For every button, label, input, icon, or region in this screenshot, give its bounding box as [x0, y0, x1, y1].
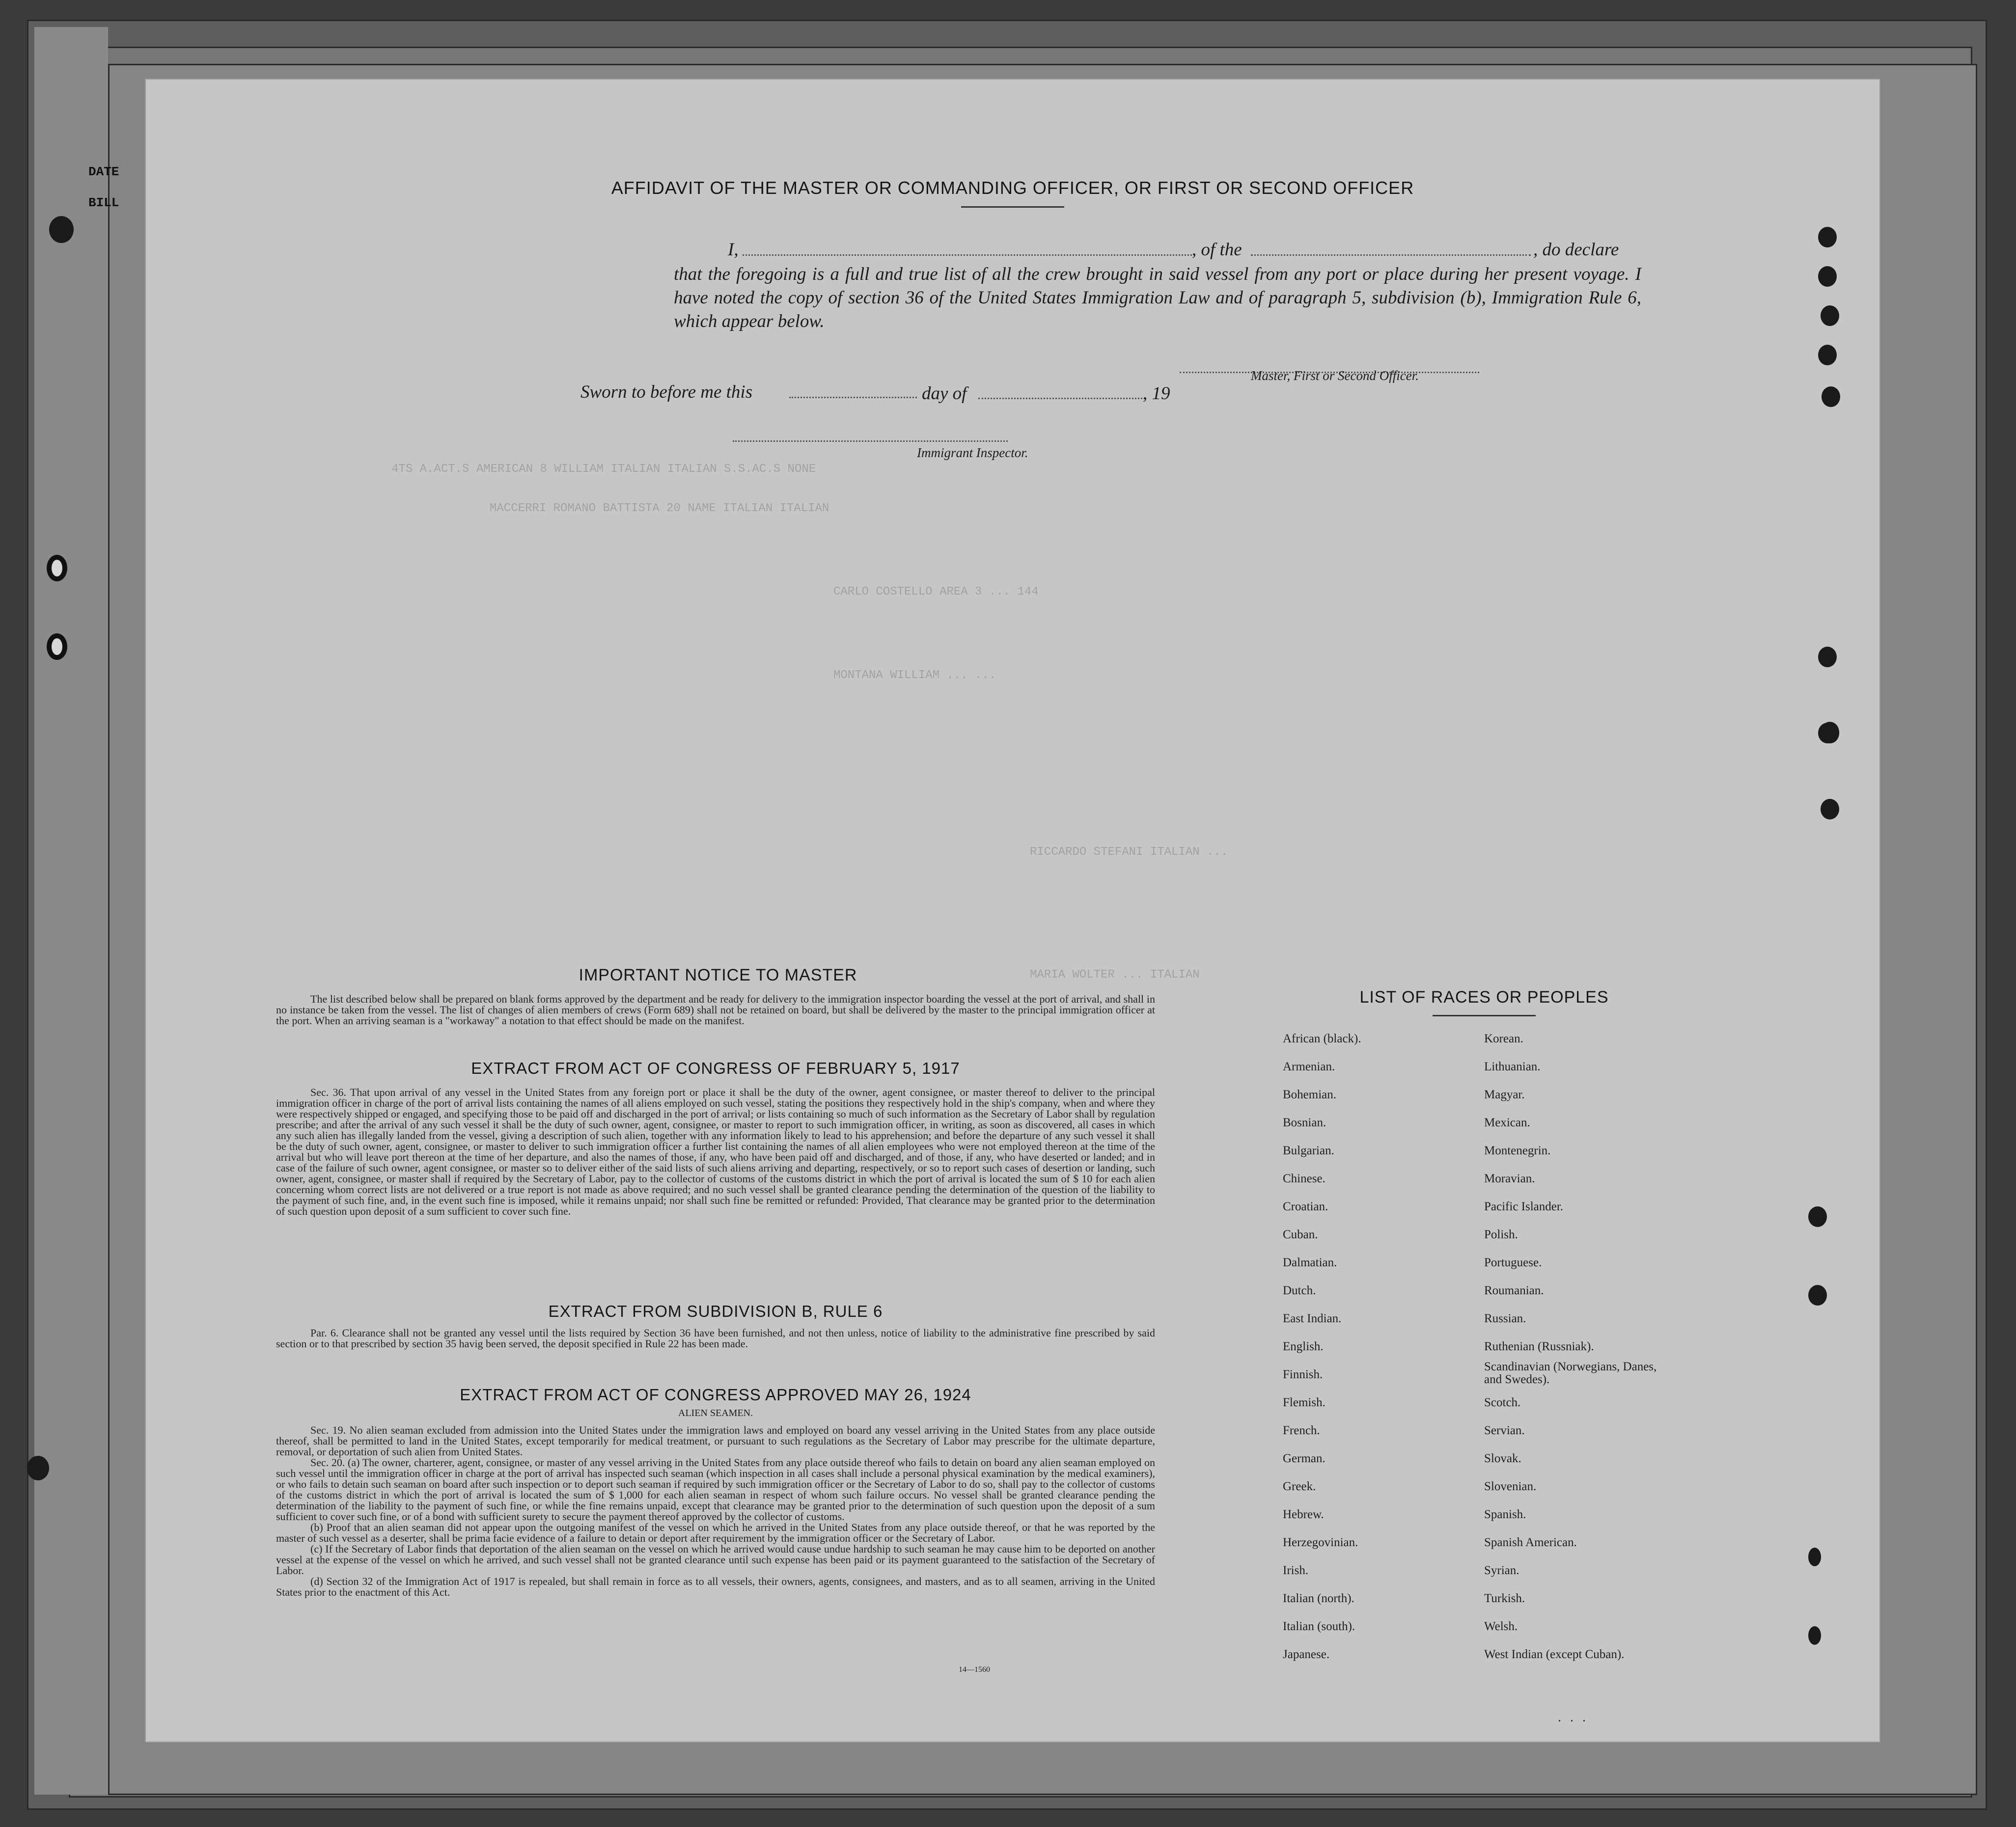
- affidavit-declare-label: , do declare: [1533, 240, 1619, 260]
- race-item: Roumanian.: [1484, 1284, 1544, 1297]
- section-19-paragraph: Sec. 19. No alien seaman excluded from admission into the United States under the immigration laws and employed on board any vessel arriving in the United States from any place outside thereof, shall be permitted to land in the United States, except temporarily for medical treatment, or pursuant to such regulations as the Secretary of Labor may prescribe for the ultimate departure, removal, or deportation of such alien from United States.: [276, 1424, 1155, 1458]
- race-item: Bohemian.: [1283, 1088, 1337, 1101]
- punch-hole: [1818, 345, 1837, 365]
- race-item: Magyar.: [1484, 1088, 1525, 1101]
- punch-hole: [1818, 227, 1837, 247]
- punch-hole: [1822, 386, 1840, 407]
- race-item: African (black).: [1283, 1032, 1361, 1045]
- races-right-column: [1484, 1025, 1661, 1668]
- punch-hole: [27, 1456, 49, 1480]
- divider: [961, 206, 1064, 208]
- affidavit-i-label: I,: [728, 240, 739, 260]
- race-item: Irish.: [1283, 1564, 1309, 1577]
- race-item: Mexican.: [1484, 1116, 1530, 1129]
- rule-6-title: EXTRACT FROM SUBDIVISION B, RULE 6: [548, 1302, 883, 1320]
- inspector-signature-field[interactable]: [733, 431, 1008, 442]
- section-36-paragraph: Sec. 36. That upon arrival of any vessel in the United States from any foreign port or place it shall be the duty of the owner, agent consignee, or master thereof to deliver to the principal immigration officer in charge of the port of arrival lists containing the names of all aliens employed on such vessel, stating the positions they respectively hold in the ship's company, when and where they were respectively shipped or engaged, and specifying those to be paid off and discharged in the port of arrival; or lists containing so much of such information as the Secretary of Labor shall by regulation prescribe; and after the arrival of any such vessel it shall be the duty of such owner, agent, consignee, or master to report to such immigration officer, in writing, as soon as discovered, all cases in which any such alien has illegally landed from the vessel, giving a description of such alien, together with any information likely to lead to his apprehension; and before the departure of any such vessel it shall be the duty of such owner, agent, consignee, or master to deliver to such immigration officer a further list containing the names of all alien employees who were not employed thereon at the time of the arrival but who will leave port thereon at the time of her departure, and also the names of those, if any, who have been paid off and discharged, and of those, if any, who have deserted or landed; and in case of the failure of such owner, agent consignee, or master so to deliver either of the said lists of such aliens arriving and departing, respectively, or so to report such cases of desertion or landing, such owner, agent, consignee, or master shall if required by the Secretary of Labor, pay to the collector of customs of the customs district in which the port of arrival is located the sum of $ 10 for each alien concerning whom correct lists are not delivered or a true report is not made as above required; and no such vessel shall be granted clearance pending the determination of the question of the liability to the payment of such fine, and, in the event such fine is imposed, while it remains unpaid; nor shall such fine be remitted or refunded: Provided, That clearance may be granted prior to the determination of such question upon deposit of a sum sufficient to cover such fine.: [276, 1086, 1155, 1217]
- race-item: Flemish.: [1283, 1396, 1326, 1409]
- punch-hole: [49, 216, 74, 243]
- notice-title: IMPORTANT NOTICE TO MASTER: [579, 966, 857, 984]
- divider: [1433, 1015, 1536, 1016]
- extract-1924-title: EXTRACT FROM ACT OF CONGRESS APPROVED MAY 26, 1924: [460, 1386, 971, 1404]
- race-item: Greek.: [1283, 1480, 1316, 1493]
- race-item: Scandinavian (Norwegians, Danes, and Swedes).: [1484, 1360, 1657, 1386]
- rule-6-body: [276, 1328, 1155, 1349]
- affidavit-title: AFFIDAVIT OF THE MASTER OR COMMANDING OFFICER, OR FIRST OR SECOND OFFICER: [611, 178, 1414, 198]
- vessel-name-field[interactable]: [1251, 242, 1531, 256]
- race-item: West Indian (except Cuban).: [1484, 1648, 1625, 1661]
- race-item: Herzegovinian.: [1283, 1536, 1358, 1549]
- race-item: Chinese.: [1283, 1172, 1326, 1185]
- punch-hole: [1821, 305, 1839, 326]
- strip-label-date: DATE: [88, 164, 119, 179]
- race-item: Cuban.: [1283, 1228, 1318, 1241]
- race-item: Bosnian.: [1283, 1116, 1326, 1129]
- day-of-label: day of: [922, 383, 967, 404]
- punch-hole: [1808, 1626, 1821, 1645]
- race-item: German.: [1283, 1452, 1326, 1465]
- notice-body: [276, 994, 1155, 1026]
- punch-hole: [47, 633, 67, 660]
- race-item: Italian (south).: [1283, 1620, 1355, 1633]
- race-item: East Indian.: [1283, 1312, 1342, 1325]
- master-name-field[interactable]: [743, 242, 1192, 256]
- punch-hole: [1821, 799, 1839, 819]
- race-item: Moravian.: [1484, 1172, 1535, 1185]
- race-item: Hebrew.: [1283, 1508, 1324, 1521]
- race-item: Pacific Islander.: [1484, 1200, 1564, 1213]
- race-item: Turkish.: [1484, 1592, 1525, 1605]
- race-item: Welsh.: [1484, 1620, 1518, 1633]
- race-item: Spanish.: [1484, 1508, 1526, 1521]
- extract-1924-body: [276, 1425, 1155, 1598]
- sworn-month-field[interactable]: [978, 385, 1145, 399]
- race-item: Dalmatian.: [1283, 1256, 1337, 1269]
- race-item: Russian.: [1484, 1312, 1526, 1325]
- punch-hole: [1818, 647, 1837, 667]
- punch-hole: [1821, 723, 1839, 743]
- races-title: LIST OF RACES OR PEOPLES: [1359, 988, 1609, 1007]
- race-item: Spanish American.: [1484, 1536, 1577, 1549]
- race-item: Finnish.: [1283, 1368, 1323, 1381]
- section-20b-paragraph: (b) Proof that an alien seaman did not appear upon the outgoing manifest of the vessel on which he arrived in the United States from any place outside thereof, or that he was reported by the master of such vessel as a deserter, shall be prima facie evidence of a failure to detain or deport after requirement by the immigration officer or the Secretary of Labor.: [276, 1521, 1155, 1544]
- race-item: Bulgarian.: [1283, 1144, 1334, 1157]
- sworn-day-field[interactable]: [789, 384, 917, 398]
- race-item: Japanese.: [1283, 1648, 1330, 1661]
- race-item: Syrian.: [1484, 1564, 1519, 1577]
- form-page: 4TS A.ACT.S AMERICAN 8 WILLIAM ITALIAN ITALIAN S.S.AC.S NONE MACCERRI ROMANO BATTISTA 20 NAME ITALIAN ITALIAN CARLO COSTELLO AREA 3 ... 144 MONTANA WILLIAM ... ... RICCARDO STEFANI ITALIAN ... MARIA WOLTER ... ITALIAN AFFIDAVIT OF THE MASTER OR COMMANDING OFFICER, OR FIRST OR SECOND OFFICER I, , of the , do declare that the foregoing is a full and true list of all the crew brought in said vessel from any port or place during her present voyage. I have noted the copy of section 36 of the United States Immigration Law and of paragraph 5, subdivision (b), Immigration Rule 6, which appear below. Master, First or Second Officer. Sworn to before me this day of , 19 Immigrant Inspector. IMPORTANT NOTICE TO MASTER The list described below shall be prepared on blank forms approved by the department and be ready for delivery to the immigration inspector boarding the vessel at the port of arrival, and shall in no instance be taken from the vessel. The list of changes of alien members of crews (Form 689) shall not be retained on board, but shall be delivered by the master to the principal immigration officer at the port. When an arriving seaman is a "workaway" a notation to that effect should be made on the manifest. EXTRACT FROM ACT OF CONGRESS OF FEBRUARY 5, 1917 Sec. 36. That upon arrival of any vessel in the United States from any foreign port or place it shall be the duty of the owner, agent consignee, or master thereof to deliver to the principal immigration officer in charge of the port of arrival lists containing the names of all aliens employed on such vessel, stating the positions they respectively hold in the ship's company, when and where they were respectively shipped or engaged, and specifying those to be paid off and discharged in the port of arrival; or lists containing so much of such information as the Secretary of Labor shall by regulation prescribe; and after the arrival of any such vessel it shall be the duty of such owner, agent, consignee, or master to report to such immigration officer, in writing, as soon as discovered, all cases in which any such alien has illegally landed from the vessel, giving a description of such alien, together with any information likely to lead to his apprehension; and before the departure of any such vessel it shall be the duty of such owner, agent, consignee, or master to deliver to such immigration officer a further list containing the names of all alien employees who were not employed thereon at the time of the arrival but who will leave port thereon at the time of her departure, and also the names of those, if any, who have been paid off and discharged, and of those, if any, who have deserted or landed; and in case of the failure of such owner, agent consignee, or master so to deliver either of the said lists of such aliens arriving and departing, respectively, or so to report such cases of desertion or landing, such owner, agent, consignee, or master shall if required by the Secretary of Labor, pay to the collector of customs of the customs district in which the port of arrival is located the sum of $ 10 for each alien concerning whom correct lists are not delivered or a true report is not made as above required; and no such vessel shall be granted clearance pending the determination of the question of the liability to the payment of such fine, and, in the event such fine is imposed, while it remains unpaid; nor shall such fine be remitted or refunded: Provided, That clearance may be granted prior to the determination of such question upon deposit of a sum sufficient to cover such fine. EXTRACT FROM SUBDIVISION B, RULE 6 Par. 6. Clearance shall not be granted any vessel until the lists required by Section 36 have been furnished, and not then unless, notice of liability to the administrative fine prescribed by said section or to that prescribed by section 35 havig been served, the deposit specified in Rule 22 has been made. EXTRACT FROM ACT OF CONGRESS APPROVED MAY 26, 1924 ALIEN SEAMEN. Sec. 19. No alien seaman excluded from admission into the United States under the immigration laws and employed on board any vessel arriving in the United States from any place outside thereof, shall be permitted to land in the United States, except temporarily for medical treatment, or pursuant to such regulations as the Secretary of Labor may prescribe for the ultimate departure, removal, or deportation of such alien from United States. Sec. 20. (a) The owner, charterer, agent, consignee, or master of any vessel arriving in the United States from any place outside thereof who fails to detain on board any alien seaman employed on such vessel until the immigration officer in charge at the port of arrival has inspected such seaman (which inspection in all cases shall include a personal physical examination by the medical examiners), or who fails to detain such seaman on board after such inspection or to deport such seaman if required by such immigration officer or the Secretary of Labor to do so, shall pay to the collector of customs of the customs district in which the port of arrival is located the sum of $ 1,000 for each alien seaman in respect of whom such failure occurs. No vessel shall be granted clearance pending the determination of the liability to the payment of such fine, or while the fine remains unpaid, except that clearance may be granted prior to the determination of such question upon the deposit of a sum sufficient to cover such fine, or of a bond with sufficient surety to secure the payment thereof approved by the collector of customs. (b) Proof that an alien seaman did not appear upon the outgoing manifest of the vessel on which he arrived in the United States from any place outside thereof, or that he was reported by the master of such vessel as a deserter, shall be prima facie evidence of a failure to detain or deport after requirement by the immigration officer or the Secretary of Labor. (c) If the Secretary of Labor finds that deportation of the alien seaman on the vessel on which he arrived would cause undue hardship to such seaman he may cause him to be deported on another vessel at the expense of the vessel on which he arrived, and such vessel shall not be granted clearance until such expense has been paid or its payment guaranteed to the satisfaction of the Secretary of Labor. (d) Section 32 of the Immigration Act of 1917 is repealed, but shall remain in force as to all vessels, their owners, agents, consignees, and masters, and as to all seamen, arriving in the United States prior to the enactment of this Act. 14—1560 LIST OF RACES OR PEOPLES African (black). Armenian. Bohemian. Bosnian. Bulgarian. Chinese. Croatian. Cuban. Dalmatian. Dutch. East Indian. English. Finnish. Flemish. French. German. Greek. Hebrew. Herzegovinian. Irish. Italian (north). Italian (south). Japanese. Korean. Lithuanian. Magyar. Mexican. Montenegrin. Moravian. Pacific Islander. Polish. Portuguese. Roumanian. Russian. Ruthenian (Russniak). Scandinavian (Norwegians, Danes, and Swedes). Scotch. Servian. Slovak. Slovenian. Spanish. Spanish American. Syrian. Turkish. Welsh. West Indian (except Cuban). ...: [145, 79, 1880, 1743]
- punch-hole: [1818, 266, 1837, 287]
- extract-1917-body: [276, 1087, 1155, 1217]
- race-item: Scotch.: [1484, 1396, 1521, 1409]
- race-item: Portuguese.: [1484, 1256, 1542, 1269]
- strip-label-bill: BILL: [88, 195, 119, 210]
- punch-hole: [47, 555, 67, 581]
- section-20a-paragraph: Sec. 20. (a) The owner, charterer, agent, consignee, or master of any vessel arriving in the United States from any place outside thereof who fails to detain on board any alien seaman employed on such vessel until the immigration officer in charge at the port of arrival has inspected such seaman (which inspection in all cases shall include a personal physical examination by the medical examiners), or who fails to detain such seaman on board after such inspection or to deport such seaman if required by such immigration officer or the Secretary of Labor to do so, shall pay to the collector of customs of the customs district in which the port of arrival is located the sum of $ 1,000 for each alien seaman in respect of whom such failure occurs. No vessel shall be granted clearance pending the determination of the liability to the payment of such fine, or while the fine remains unpaid, except that clearance may be granted prior to the determination of such question upon the deposit of a sum sufficient to cover such fine, or of a bond with sufficient surety to secure the payment thereof approved by the collector of customs.: [276, 1456, 1155, 1523]
- left-binding-strip: [34, 27, 108, 1795]
- race-item: Montenegrin.: [1484, 1144, 1551, 1157]
- rule-6-paragraph: Par. 6. Clearance shall not be granted any vessel until the lists required by Section 36 have been furnished, and not then unless, notice of liability to the administrative fine prescribed by said section or to that prescribed by section 35 havig been served, the deposit specified in Rule 22 has been made.: [276, 1327, 1155, 1350]
- race-item: Italian (north).: [1283, 1592, 1354, 1605]
- race-item: Croatian.: [1283, 1200, 1328, 1213]
- extract-1917-title: EXTRACT FROM ACT OF CONGRESS OF FEBRUARY 5, 1917: [471, 1059, 960, 1077]
- race-item: Korean.: [1484, 1032, 1523, 1045]
- punch-hole: [1808, 1206, 1827, 1227]
- affidavit-body: that the foregoing is a full and true list of all the crew brought in said vessel from any port or place during her present voyage. I have noted the copy of section 36 of the United States Immigration Law and of paragraph 5, subdivision (b), Immigration Rule 6, which appear below.: [674, 264, 1641, 331]
- form-number: 14—1560: [959, 1665, 990, 1674]
- races-left-column: [1283, 1025, 1361, 1668]
- punch-hole: [1808, 1548, 1821, 1566]
- race-item: Armenian.: [1283, 1060, 1335, 1073]
- race-item: Slovak.: [1484, 1452, 1521, 1465]
- master-signature-label: Master, First or Second Officer.: [1251, 368, 1419, 383]
- race-item: Slovenian.: [1484, 1480, 1537, 1493]
- affidavit-of-the-label: , of the: [1192, 240, 1242, 260]
- race-item: Lithuanian.: [1484, 1060, 1541, 1073]
- race-item: Ruthenian (Russniak).: [1484, 1340, 1594, 1353]
- section-20c-paragraph: (c) If the Secretary of Labor finds that deportation of the alien seaman on the vessel on which he arrived would cause undue hardship to such seaman he may cause him to be deported on another vessel at the expense of the vessel on which he arrived, and such vessel shall not be granted clearance until such expense has been paid or its payment guaranteed to the satisfaction of the Secretary of Labor.: [276, 1543, 1155, 1577]
- punch-hole: [1808, 1285, 1827, 1306]
- year-prefix-label: , 19: [1143, 383, 1170, 404]
- notice-paragraph: The list described below shall be prepared on blank forms approved by the department and be ready for delivery to the immigration inspector boarding the vessel at the port of arrival, and shall in no instance be taken from the vessel. The list of changes of alien members of crews (Form 689) shall not be retained on board, but shall be delivered by the master to the principal immigration officer at the port. When an arriving seaman is a "workaway" a notation to that effect should be made on the manifest.: [276, 993, 1155, 1027]
- race-item: French.: [1283, 1424, 1320, 1437]
- race-item: Polish.: [1484, 1228, 1518, 1241]
- inspector-label: Immigrant Inspector.: [917, 445, 1028, 460]
- sworn-label: Sworn to before me this: [580, 382, 753, 402]
- alien-seamen-subtitle: ALIEN SEAMEN.: [678, 1408, 753, 1418]
- race-item: Dutch.: [1283, 1284, 1316, 1297]
- race-item: Servian.: [1484, 1424, 1525, 1437]
- section-20d-paragraph: (d) Section 32 of the Immigration Act of 1917 is repealed, but shall remain in force as to all vessels, their owners, agents, consignees, and masters, and as to all seamen, arriving in the United States prior to the enactment of this Act.: [276, 1575, 1155, 1598]
- race-item: English.: [1283, 1340, 1324, 1353]
